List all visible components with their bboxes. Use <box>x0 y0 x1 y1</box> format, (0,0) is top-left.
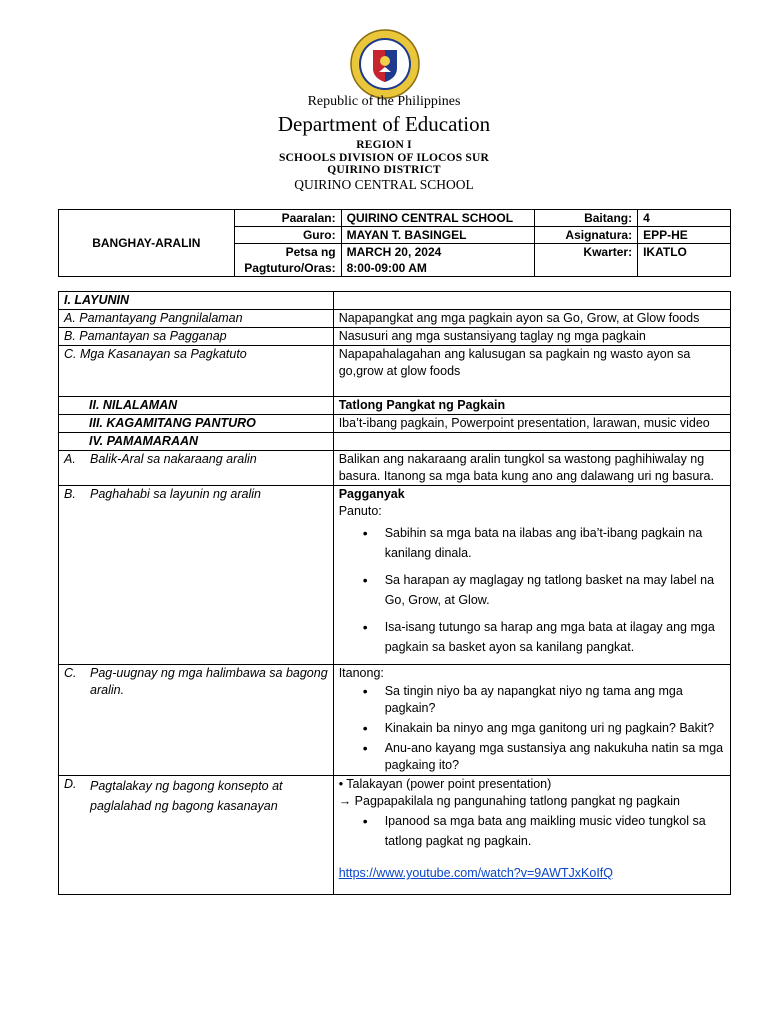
republic-line: Republic of the Philippines <box>307 94 461 109</box>
connection-label-text: Pag-uugnay ng mga halimbawa sa bagong aralin. <box>90 666 328 697</box>
lesson-plan-title: BANGHAY-ARALIN <box>59 210 235 277</box>
connection-letter: C. <box>64 666 77 680</box>
date-label-line1: Petsa ng <box>285 245 336 259</box>
lesson-info-table <box>58 209 731 277</box>
lesson-content-table <box>58 291 731 895</box>
date-value: MARCH 20, 2024 <box>346 245 442 259</box>
content-heading: II. NILALAMAN <box>59 397 334 415</box>
teacher-value: MAYAN T. BASINGEL <box>341 227 535 244</box>
content-text: Tatlong Pangkat ng Pagkain <box>333 397 730 415</box>
connection-sub: Itanong: <box>338 666 384 680</box>
date-label-line2: Pagtuturo/Oras: <box>244 261 336 275</box>
time-value: 8:00-09:00 AM <box>346 261 427 275</box>
materials-text: Iba’t-ibang pagkain, Powerpoint presentation, larawan, music video <box>333 415 730 433</box>
content-standard-text: Napapangkat ang mga pagkain ayon sa Go, Grow, at Glow foods <box>333 310 730 328</box>
procedure-heading: IV. PAMAMARAAN <box>59 433 334 451</box>
discussion-line1: • Talakayan (power point presentation) <box>338 777 552 791</box>
motivation-list <box>339 523 725 657</box>
performance-standard-label: B. Pamantayan sa Pagganap <box>59 328 334 346</box>
grade-value: 4 <box>638 210 731 227</box>
motivation-sub: Panuto: <box>338 504 382 518</box>
list-item: • Sabihin sa mga bata na ilabas ang iba’t-ibang pagkain na kanilang dinala. <box>363 523 725 563</box>
review-label <box>59 451 334 486</box>
youtube-link[interactable]: https://www.youtube.com/watch?v=9AWTJxKoIfQ <box>338 866 613 880</box>
region-line: REGION I <box>356 139 412 151</box>
connection-list <box>339 683 725 774</box>
motivation-heading: Pagganyak <box>338 487 405 501</box>
list-item: • Anu-ano kayang mga sustansiya ang nakukuha natin sa mga pagkaing ito? <box>363 740 725 774</box>
school-line: QUIRINO CENTRAL SCHOOL <box>294 177 474 192</box>
discussion-label <box>59 776 334 895</box>
list-item: • Sa tingin niyo ba ay napangkat niyo ng tama ang mga pagkain? <box>363 683 725 717</box>
motivation-label <box>59 486 334 665</box>
motivation-content <box>333 486 730 665</box>
list-item: • Isa-isang tutungo sa harap ang mga bata at ilagay ang mga pagkain sa basket ayon sa kanilang pangkat. <box>363 617 725 657</box>
department-line: Department of Education <box>277 112 491 136</box>
school-label: Paaralan: <box>234 210 341 227</box>
review-text: Balikan ang nakaraang aralin tungkol sa wastong paghihiwalay ng basura. Itanong sa mga bata kung ano ang dalawang uri ng basura. <box>333 451 730 486</box>
grade-label: Baitang: <box>535 210 638 227</box>
discussion-line2: → Pagpapakilala ng pangunahing tatlong pangkat ng pagkain <box>338 794 680 808</box>
discussion-list <box>339 811 725 851</box>
content-standard-label: A. Pamantayang Pangnilalaman <box>59 310 334 328</box>
objectives-empty-cell <box>333 292 730 310</box>
review-letter: A. <box>64 452 76 466</box>
subject-label: Asignatura: <box>535 227 638 244</box>
discussion-letter: D. <box>64 777 77 791</box>
date-time-value <box>341 244 535 277</box>
discussion-label-text: Pagtalakay ng bagong konsepto at paglalahad ng bagong kasanayan <box>90 779 283 813</box>
list-item: • Kinakain ba ninyo ang mga ganitong uri ng pagkain? Bakit? <box>363 720 725 737</box>
motivation-label-text: Paghahabi sa layunin ng aralin <box>90 487 261 501</box>
materials-heading: III. KAGAMITANG PANTURO <box>59 415 334 433</box>
date-label <box>234 244 341 277</box>
list-item: • Ipanood sa mga bata ang maikling music video tungkol sa tatlong pagkat ng pagkain. <box>363 811 725 851</box>
connection-content <box>333 665 730 776</box>
review-label-text: Balik-Aral sa nakaraang aralin <box>90 452 257 466</box>
competencies-label: C. Mga Kasanayan sa Pagkatuto <box>59 346 334 397</box>
performance-standard-text: Nasusuri ang mga sustansiyang taglay ng mga pagkain <box>333 328 730 346</box>
competencies-text: Napapahalagahan ang kalusugan sa pagkain ng wasto ayon sa go,grow at glow foods <box>333 346 730 397</box>
procedure-empty-cell <box>333 433 730 451</box>
district-line: QUIRINO DISTRICT <box>327 164 441 176</box>
school-value: QUIRINO CENTRAL SCHOOL <box>341 210 535 227</box>
quarter-value: IKATLO <box>638 244 731 277</box>
division-line: SCHOOLS DIVISION OF ILOCOS SUR <box>278 152 490 164</box>
deped-seal-icon <box>349 28 421 100</box>
list-item: • Sa harapan ay maglagay ng tatlong basket na may label na Go, Grow, at Glow. <box>363 570 725 610</box>
quarter-label: Kwarter: <box>535 244 638 277</box>
teacher-label: Guro: <box>234 227 341 244</box>
connection-label <box>59 665 334 776</box>
motivation-letter: B. <box>64 487 76 501</box>
discussion-content <box>333 776 730 895</box>
subject-value: EPP-HE <box>638 227 731 244</box>
objectives-heading: I. LAYUNIN <box>59 292 334 310</box>
